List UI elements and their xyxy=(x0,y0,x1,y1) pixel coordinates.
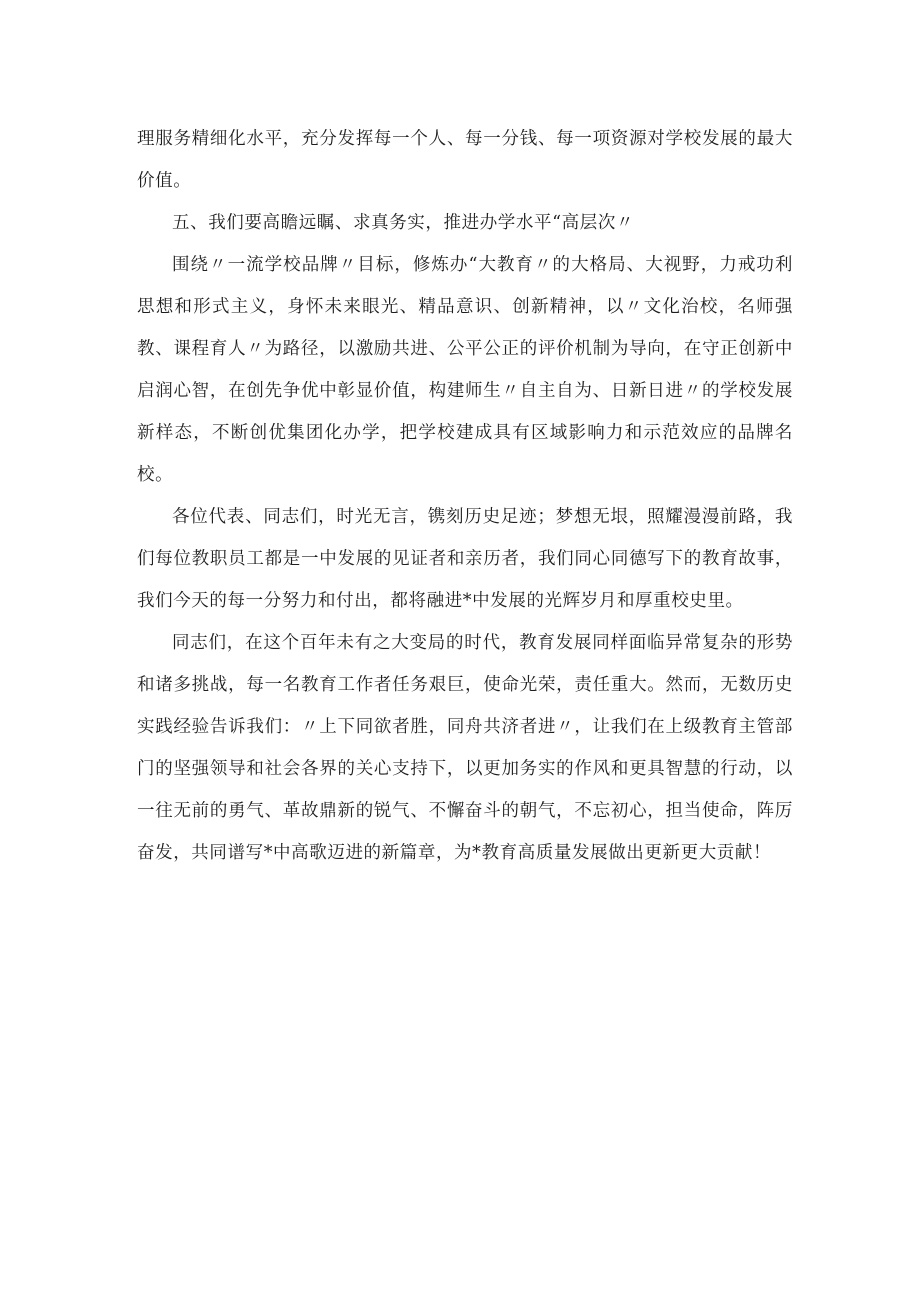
paragraph: 围绕〃一流学校品牌〃目标，修炼办“大教育〃的大格局、大视野，力戒功利思想和形式主义，身怀未来眼光、精品意识、创新精神，以〃文化治校，名师强教、课程育人〃为路径，以激励共进、公平公正的评价机制为导向，在守正创新中启润心智，在创先争优中彰显价值，构建师生〃自主自为、日新日进〃的学校发展新样态，不断创优集团化办学，把学校建成具有区域影响力和示范效应的品牌名校。 xyxy=(137,255,793,485)
paragraph-continuation: 理服务精细化水平，充分发挥每一个人、每一分钱、每一项资源对学校发展的最大价值。 xyxy=(137,129,793,191)
paragraph: 同志们，在这个百年未有之大变局的时代，教育发展同样面临异常复杂的形势和诸多挑战，每一名教育工作者任务艰巨，使命光荣，责任重大。然而，无数历史实践经验告诉我们：〃上下同欲者胜，同舟共济者进〃，让我们在上级教育主管部门的坚强领导和社会各界的关心支持下，以更加务实的作风和更具智慧的行动，以一往无前的勇气、革故鼎新的锐气、不懈奋斗的朝气，不忘初心，担当使命，阵厉奋发，共同谱写*中高歌迈进的新篇章，为*教育高质量发展做出更新更大贡献！ xyxy=(137,633,793,863)
document-body xyxy=(137,118,793,874)
section-heading: 五、我们要高瞻远瞩、求真务实，推进办学水平“高层次〃 xyxy=(172,213,635,233)
paragraph: 各位代表、同志们，时光无言，镌刻历史足迹；梦想无垠，照耀漫漫前路，我们每位教职员工都是一中发展的见证者和亲历者，我们同心同德写下的教育故事，我们今天的每一分努力和付出，都将融进*中发展的光辉岁月和厚重校史里。 xyxy=(137,507,793,611)
